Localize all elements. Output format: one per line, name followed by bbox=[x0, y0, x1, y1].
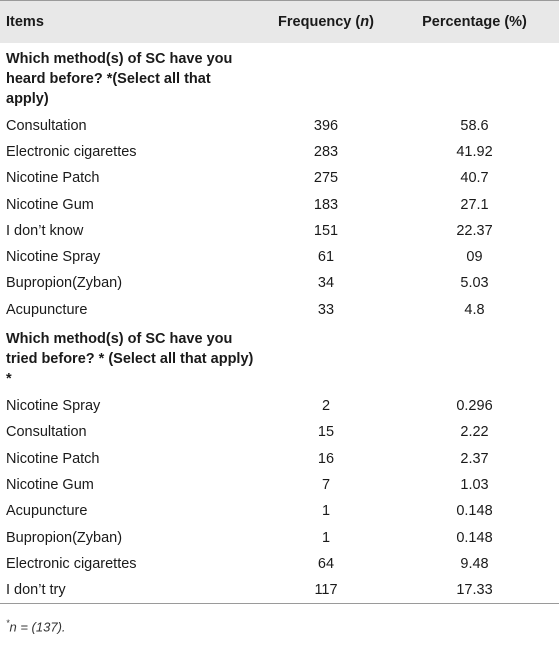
table-row bbox=[0, 297, 559, 323]
cell-item: Bupropion(Zyban) bbox=[6, 529, 123, 546]
table-row bbox=[0, 113, 559, 139]
cell-frequency: 15 bbox=[317, 424, 335, 441]
cell-item: Nicotine Patch bbox=[6, 450, 100, 467]
cell-item: Nicotine Gum bbox=[6, 196, 94, 213]
cell-item: Electronic cigarettes bbox=[6, 555, 137, 572]
cell-frequency: 1 bbox=[321, 529, 331, 546]
table-row bbox=[0, 524, 559, 550]
cell-frequency: 275 bbox=[313, 170, 339, 187]
table-row bbox=[0, 191, 559, 217]
footnote-mark: * bbox=[6, 618, 10, 629]
table-row bbox=[0, 472, 559, 498]
cell-percentage: 40.7 bbox=[460, 170, 489, 187]
footnote bbox=[0, 604, 559, 634]
cell-percentage: 27.1 bbox=[460, 196, 489, 213]
header-frequency-n: n bbox=[360, 13, 370, 30]
cell-frequency: 396 bbox=[313, 117, 339, 134]
header-frequency-label: Frequency ( bbox=[278, 13, 361, 30]
cell-percentage: 09 bbox=[466, 249, 483, 266]
cell-percentage: 41.92 bbox=[456, 143, 493, 160]
cell-item: Nicotine Patch bbox=[6, 170, 100, 187]
table-row bbox=[0, 270, 559, 296]
table-row bbox=[0, 244, 559, 270]
cell-item: I don’t know bbox=[6, 222, 84, 239]
section-empty-cell bbox=[262, 43, 390, 113]
cell-frequency: 7 bbox=[321, 476, 331, 493]
cell-item: Electronic cigarettes bbox=[6, 143, 137, 160]
cell-frequency: 1 bbox=[321, 503, 331, 520]
cell-percentage: 22.37 bbox=[456, 222, 493, 239]
header-items: Items bbox=[6, 13, 44, 30]
table-row bbox=[0, 551, 559, 577]
header-frequency-close: ) bbox=[369, 13, 374, 30]
section-row bbox=[0, 43, 559, 113]
cell-percentage: 5.03 bbox=[460, 275, 489, 292]
section-title: Which method(s) of SC have you heard before? *(Select all that apply) bbox=[6, 50, 233, 107]
table-row bbox=[0, 393, 559, 419]
section-empty-cell bbox=[390, 323, 559, 393]
table-row bbox=[0, 445, 559, 471]
cell-item: Nicotine Gum bbox=[6, 476, 94, 493]
table-row bbox=[0, 419, 559, 445]
table-row bbox=[0, 218, 559, 244]
header-row bbox=[0, 1, 559, 43]
cell-item: Nicotine Spray bbox=[6, 398, 101, 415]
cell-frequency: 61 bbox=[317, 249, 335, 266]
cell-item: Acupuncture bbox=[6, 503, 88, 520]
table-row bbox=[0, 139, 559, 165]
cell-frequency: 283 bbox=[313, 143, 339, 160]
cell-percentage: 2.22 bbox=[460, 424, 489, 441]
cell-percentage: 0.148 bbox=[456, 529, 493, 546]
section-empty-cell bbox=[390, 43, 559, 113]
section-title: Which method(s) of SC have you tried before? * (Select all that apply) * bbox=[6, 330, 254, 387]
cell-percentage: 1.03 bbox=[460, 476, 489, 493]
cell-percentage: 0.296 bbox=[456, 398, 493, 415]
cell-item: I don’t try bbox=[0, 577, 262, 604]
cell-frequency: 183 bbox=[313, 196, 339, 213]
footnote-text: n = (137). bbox=[9, 619, 66, 635]
table-body bbox=[0, 43, 559, 604]
cell-item: Nicotine Spray bbox=[6, 249, 101, 266]
cell-percentage: 0.148 bbox=[456, 503, 493, 520]
cell-percentage: 2.37 bbox=[460, 450, 489, 467]
cell-item: Consultation bbox=[6, 424, 87, 441]
cell-percentage: 9.48 bbox=[460, 555, 489, 572]
cell-percentage: 58.6 bbox=[460, 117, 489, 134]
table-row bbox=[0, 165, 559, 191]
cell-frequency: 117 bbox=[262, 577, 390, 604]
cell-frequency: 2 bbox=[321, 398, 331, 415]
table-row bbox=[0, 498, 559, 524]
cell-item: Acupuncture bbox=[6, 301, 88, 318]
section-empty-cell bbox=[262, 323, 390, 393]
cell-percentage: 4.8 bbox=[464, 301, 485, 318]
cell-item: Bupropion(Zyban) bbox=[6, 275, 123, 292]
cell-item: Consultation bbox=[6, 117, 87, 134]
table-row bbox=[0, 577, 559, 604]
header-frequency bbox=[262, 1, 390, 43]
header-percentage: Percentage (%) bbox=[422, 13, 527, 30]
section-row bbox=[0, 323, 559, 393]
cell-frequency: 33 bbox=[317, 301, 335, 318]
table-header bbox=[0, 1, 559, 43]
cell-frequency: 16 bbox=[317, 450, 335, 467]
cell-percentage: 17.33 bbox=[390, 577, 559, 604]
cell-frequency: 34 bbox=[317, 275, 335, 292]
cell-frequency: 64 bbox=[317, 555, 335, 572]
cell-frequency: 151 bbox=[313, 222, 339, 239]
